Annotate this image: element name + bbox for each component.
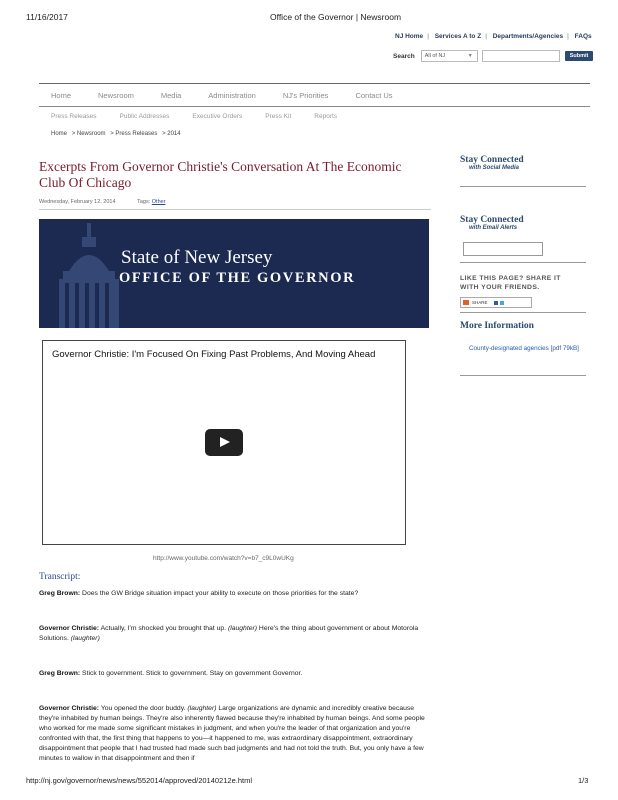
- print-url: http://nj.gov/governor/news/news/552014/approved/20140212e.html: [26, 776, 252, 785]
- nav-media[interactable]: Media: [160, 91, 182, 100]
- stay-connected-title: Stay Connected: [460, 215, 524, 225]
- subnav-executive-orders[interactable]: Executive Orders: [192, 113, 243, 120]
- article-title: Excerpts From Governor Christie's Conversation At The Economic Club Of Chicago: [39, 159, 402, 190]
- subnav-reports[interactable]: Reports: [314, 113, 338, 120]
- stay-connected-email: [460, 215, 524, 231]
- social-media-link[interactable]: with Social Media: [469, 165, 520, 171]
- tag-link[interactable]: Other: [151, 199, 166, 205]
- breadcrumb-2014[interactable]: > 2014: [162, 131, 181, 137]
- stay-connected-title: Stay Connected: [460, 155, 524, 165]
- facebook-icon: [494, 301, 498, 305]
- print-page-title: Office of the Governor | Newsroom: [270, 12, 402, 22]
- video-embed[interactable]: [42, 340, 406, 545]
- transcript-paragraph: Greg Brown: Does the GW Bridge situation impact your ability to execute on those priorities for the state?: [39, 590, 359, 597]
- nav-newsroom[interactable]: Newsroom: [98, 91, 134, 100]
- video-url[interactable]: http://www.youtube.com/watch?v=b7_c9L0wUKg: [153, 555, 294, 562]
- tags-label: Tags:: [137, 199, 151, 205]
- subnav-press-kit[interactable]: Press Kit: [265, 113, 292, 120]
- top-link-services[interactable]: Services A to Z: [434, 33, 482, 40]
- breadcrumb-home[interactable]: Home: [51, 131, 68, 137]
- transcript-heading: Transcript:: [39, 572, 81, 582]
- share-prompt: LIKE THIS PAGE? SHARE IT WITH YOUR FRIENDS.: [460, 275, 561, 291]
- nav-home[interactable]: Home: [51, 91, 72, 100]
- search-input[interactable]: [482, 50, 560, 62]
- more-information: [460, 321, 534, 331]
- breadcrumb-newsroom[interactable]: > Newsroom: [71, 131, 106, 137]
- banner-line-1: State of New Jersey: [121, 247, 273, 268]
- share-icon: [463, 300, 469, 305]
- nav-priorities[interactable]: NJ's Priorities: [282, 91, 329, 100]
- transcript-paragraph: Governor Christie: You opened the door buddy. (laughter) Large organizations are dynamic and incredibly creative because they're inhabited by human beings. They're also inherently flawed because they're inhabited by human beings. And some people who worked for me made some significant mistakes in judgment, and when you're the leader of that organization and you're confronted with that, the first thing that happens to you—it happened to me, was extraordinary disappointment, extraordinary disappointment that people that I had trusted had made such bad judgments and had not told the truth. But, you only have a few minutes to wallow in that disappointment and then if: [39, 705, 425, 762]
- email-input[interactable]: [463, 242, 543, 256]
- search-scope-select[interactable]: All of NJ ▼: [421, 50, 478, 62]
- sidebar-divider: [460, 312, 586, 313]
- nav-top-divider: [39, 83, 590, 84]
- transcript-paragraph: Greg Brown: Stick to government. Stick to government. Stay on government Governor.: [39, 670, 303, 677]
- breadcrumb: [51, 131, 184, 137]
- search-bar: [393, 50, 593, 62]
- search-submit-button[interactable]: Submit: [565, 51, 594, 61]
- top-links: NJ Home | Services A to Z | Departments/Agencies | FAQs: [395, 33, 592, 40]
- sub-nav: [51, 113, 360, 120]
- banner-line-2: OFFICE OF THE GOVERNOR: [119, 270, 356, 286]
- top-link-faqs[interactable]: FAQs: [574, 33, 592, 40]
- article-date: Wednesday, February 12, 2014: [39, 199, 116, 205]
- sidebar-divider: [460, 375, 586, 376]
- meta-divider: [39, 209, 431, 210]
- main-nav: [51, 91, 420, 100]
- chevron-down-icon: ▼: [467, 53, 473, 59]
- top-link-nj-home[interactable]: NJ Home: [395, 33, 424, 40]
- video-title: Governor Christie: I'm Focused On Fixing Past Problems, And Moving Ahead: [52, 349, 376, 360]
- nav-contact[interactable]: Contact Us: [355, 91, 393, 100]
- more-information-title: More Information: [460, 321, 534, 331]
- print-date: 11/16/2017: [26, 12, 68, 22]
- search-label: Search: [393, 52, 415, 60]
- sidebar-divider: [460, 262, 586, 263]
- stay-connected-social: [460, 155, 524, 171]
- article-meta: [39, 199, 166, 205]
- sidebar-divider: [460, 186, 586, 187]
- print-page-number: 1/3: [578, 776, 589, 785]
- nav-bottom-divider: [39, 106, 590, 107]
- subnav-press-releases[interactable]: Press Releases: [51, 113, 97, 120]
- top-link-departments[interactable]: Departments/Agencies: [492, 33, 564, 40]
- breadcrumb-press-releases[interactable]: > Press Releases: [110, 131, 158, 137]
- governor-banner: [39, 219, 429, 328]
- twitter-icon: [500, 301, 504, 305]
- share-button[interactable]: SHARE: [460, 297, 532, 308]
- nav-administration[interactable]: Administration: [208, 91, 256, 100]
- subnav-public-addresses[interactable]: Public Addresses: [119, 113, 170, 120]
- county-agencies-link[interactable]: County-designated agencies [pdf 79kB]: [469, 345, 579, 352]
- transcript-paragraph: Governor Christie: Actually, I'm shocked you brought that up. (laughter) Here's the thing about government or about Motorola Solutions. (laughter): [39, 625, 419, 642]
- email-alerts-link[interactable]: with Email Alerts: [469, 225, 518, 231]
- play-icon[interactable]: [205, 429, 243, 456]
